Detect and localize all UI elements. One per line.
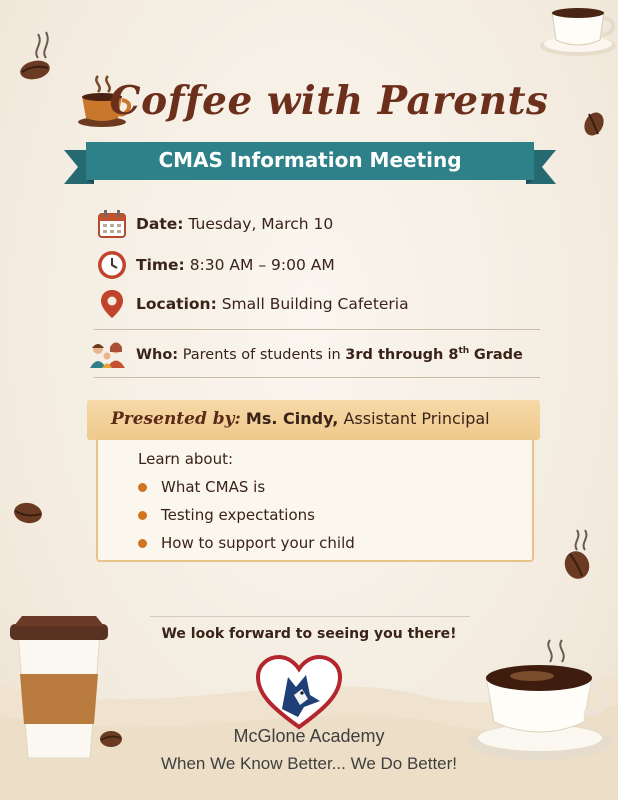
subtitle: CMAS Information Meeting (158, 148, 462, 172)
time-value: 8:30 AM – 9:00 AM (189, 256, 335, 274)
clock-icon (96, 249, 128, 281)
location-row (96, 288, 409, 320)
bullet-icon (138, 483, 147, 492)
page-title: Coffee with Parents (109, 78, 549, 124)
coffee-bean-icon (560, 548, 594, 582)
calendar-icon (96, 208, 128, 240)
date-row (96, 208, 333, 240)
footer-divider (150, 616, 470, 617)
list-item (138, 506, 315, 524)
closing-line: We look forward to seeing you there! (161, 626, 457, 642)
presenter-role: Assistant Principal (343, 409, 490, 428)
presenter-header (87, 400, 540, 440)
coffee-cup-top-right-icon (538, 2, 618, 60)
who-grade-word: Grade (473, 346, 523, 363)
location-label: Location: (136, 295, 217, 313)
presented-by-label: Presented by: (111, 409, 241, 429)
who-grade-sup: th (458, 345, 470, 356)
list-item-text: What CMAS is (161, 478, 266, 496)
who-prefix: Parents of students in (182, 346, 341, 363)
divider (94, 329, 540, 330)
steam-icon (32, 26, 54, 60)
list-item (138, 534, 355, 552)
time-label: Time: (136, 256, 185, 274)
who-label: Who: (136, 346, 179, 363)
list-item-text: Testing expectations (161, 506, 315, 524)
list-item-text: How to support your child (161, 534, 355, 552)
who-grades: 3rd through 8 (345, 346, 459, 363)
who-row (88, 338, 523, 370)
learn-box (96, 440, 534, 562)
school-name: McGlone Academy (233, 726, 385, 746)
coffee-bean-icon (12, 500, 44, 526)
list-item (138, 478, 265, 496)
date-value: Tuesday, March 10 (188, 215, 334, 233)
divider (94, 377, 540, 378)
time-row (96, 249, 335, 281)
presenter-name: Ms. Cindy, (245, 409, 339, 428)
location-value: Small Building Cafeteria (221, 295, 409, 313)
bullet-icon (138, 539, 147, 548)
parents-icon (88, 338, 128, 370)
bullet-icon (138, 511, 147, 520)
school-motto: When We Know Better... We Do Better! (160, 754, 458, 773)
date-label: Date: (136, 215, 184, 233)
steam-icon (572, 528, 592, 552)
location-pin-icon (96, 288, 128, 320)
presenter-panel (87, 400, 540, 565)
husky-heart-logo (254, 655, 344, 731)
learn-heading: Learn about: (138, 450, 234, 468)
